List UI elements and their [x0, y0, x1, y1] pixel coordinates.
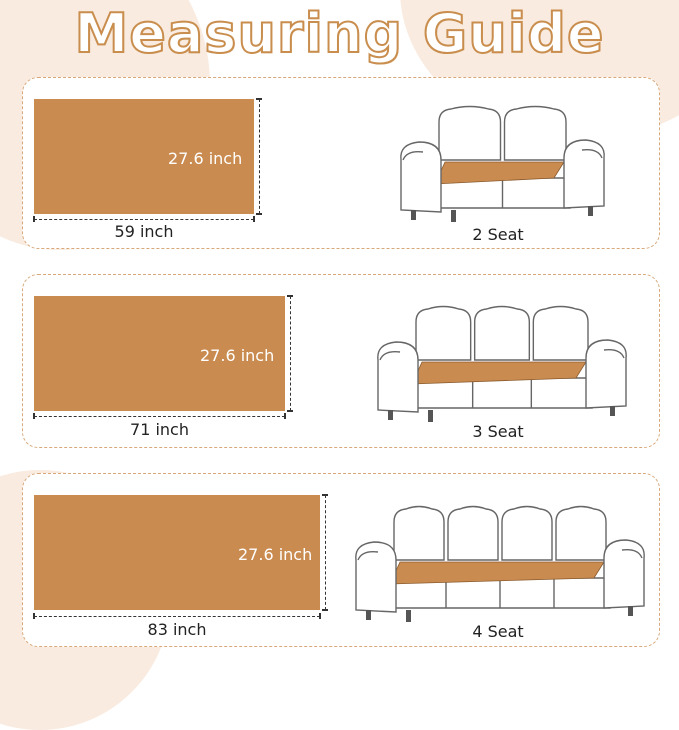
back-cushion — [556, 507, 606, 561]
back-cushion — [416, 307, 471, 361]
back-cushion — [448, 507, 498, 561]
sofa-leg — [411, 210, 416, 220]
width-tick-left — [33, 613, 35, 619]
sofa-2-seat-illustration — [395, 100, 610, 225]
height-label-2-seat: 27.6 inch — [168, 149, 243, 168]
sofa-leg — [610, 406, 615, 416]
sofa-leg — [428, 410, 433, 422]
back-cushion — [475, 307, 530, 361]
sofa-leg — [451, 210, 456, 222]
seat-label-3-seat: 3 Seat — [472, 422, 524, 441]
width-tick-left — [33, 413, 35, 419]
width-tick-right — [284, 413, 286, 419]
sofa-leg — [588, 206, 593, 216]
width-tick-right — [319, 613, 321, 619]
height-tick-bottom — [256, 213, 262, 215]
sofa-leg — [366, 610, 371, 620]
back-cushion — [533, 307, 588, 361]
back-cushion — [439, 107, 501, 161]
height-dimension-line-3-seat — [290, 296, 291, 411]
back-cushion — [502, 507, 552, 561]
seat-label-2-seat: 2 Seat — [472, 225, 524, 244]
seat-label-4-seat: 4 Seat — [472, 622, 524, 641]
sofa-leg — [388, 410, 393, 420]
height-label-4-seat: 27.6 inch — [238, 545, 313, 564]
left-armrest — [378, 342, 418, 412]
left-armrest — [401, 142, 441, 212]
sofa-leg — [628, 606, 633, 616]
height-tick-top — [256, 98, 262, 100]
sofa-3-seat-illustration — [372, 300, 632, 425]
page-title: Measuring Guide — [74, 2, 605, 65]
left-armrest — [356, 542, 396, 612]
back-cushion — [394, 507, 444, 561]
height-label-3-seat: 27.6 inch — [200, 346, 275, 365]
width-label-4-seat: 83 inch — [147, 620, 207, 639]
width-dimension-line-3-seat — [34, 416, 285, 417]
width-dimension-line-4-seat — [34, 616, 320, 617]
width-dimension-line-2-seat — [34, 219, 254, 220]
height-tick-bottom — [287, 410, 293, 412]
back-cushion — [505, 107, 567, 161]
width-label-2-seat: 59 inch — [114, 222, 174, 241]
sofa-leg — [406, 610, 411, 622]
height-tick-top — [322, 494, 328, 496]
sofa-4-seat-illustration — [350, 500, 650, 625]
height-dimension-line-2-seat — [259, 99, 260, 214]
height-dimension-line-4-seat — [325, 495, 326, 610]
height-tick-top — [287, 295, 293, 297]
width-label-3-seat: 71 inch — [130, 420, 189, 439]
height-tick-bottom — [322, 609, 328, 611]
